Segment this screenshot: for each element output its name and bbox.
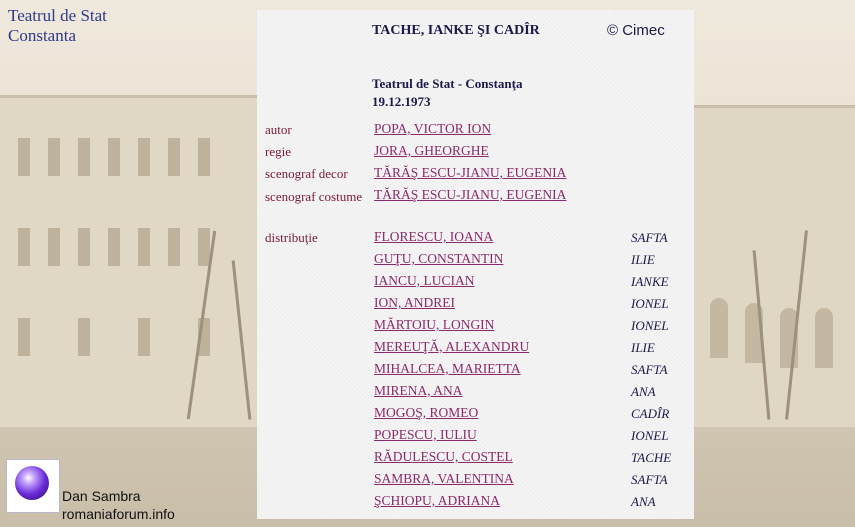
cast-row (257, 492, 694, 514)
character-name: CADÎR (631, 406, 670, 421)
credit-row (257, 120, 694, 142)
cast-row (257, 338, 694, 360)
copyright-notice: © Cimec (607, 22, 665, 39)
character-name: ILIE (631, 340, 655, 355)
premiere-date: 19.12.1973 (372, 94, 431, 109)
character-name: TACHE (631, 450, 672, 465)
play-title: TACHE, IANKE ŞI CADÎR (372, 23, 540, 38)
cast-row (257, 294, 694, 316)
cast-row (257, 250, 694, 272)
cast-row (257, 470, 694, 492)
building-right (690, 105, 855, 428)
character-name: IANKE (631, 274, 669, 289)
cast-row (257, 360, 694, 382)
actor-name-link[interactable]: FLORESCU, IOANA (374, 229, 494, 244)
character-name: ANA (631, 384, 656, 399)
character-name: SAFTA (631, 362, 668, 377)
actor-name-link[interactable]: MOGOŞ, ROMEO (374, 405, 479, 420)
actor-name-link[interactable]: RĂDULESCU, COSTEL (374, 449, 513, 464)
site-title (8, 6, 107, 46)
theatre-block (372, 75, 522, 111)
credit-role: autor (265, 122, 292, 137)
actor-name-link[interactable]: POPESCU, IULIU (374, 427, 477, 442)
character-name: IONEL (631, 318, 669, 333)
play-info-panel (257, 10, 694, 519)
character-name: IONEL (631, 428, 669, 443)
credit-name-link[interactable]: TĂRĂŞ ESCU-JIANU, EUGENIA (374, 187, 567, 202)
actor-name-link[interactable]: IANCU, LUCIAN (374, 273, 475, 288)
credit-role: regie (265, 144, 291, 159)
actor-name-link[interactable]: MĂRTOIU, LONGIN (374, 317, 495, 332)
credit-name-link[interactable]: TĂRĂŞ ESCU-JIANU, EUGENIA (374, 165, 567, 180)
cast-row (257, 228, 694, 250)
site-title-line1: Teatrul de Stat (8, 6, 107, 25)
cast-row (257, 382, 694, 404)
character-name: SAFTA (631, 472, 668, 487)
cast-row (257, 448, 694, 470)
credit-row (257, 142, 694, 164)
footer-author: Dan Sambra (62, 488, 141, 504)
actor-name-link[interactable]: ŞCHIOPU, ADRIANA (374, 493, 501, 508)
orb-icon (15, 466, 49, 500)
credit-role: scenograf decor (265, 166, 348, 181)
actor-name-link[interactable]: MIHALCEA, MARIETTA (374, 361, 521, 376)
actor-name-link[interactable]: ION, ANDREI (374, 295, 455, 310)
cast-row (257, 272, 694, 294)
actor-name-link[interactable]: MIRENA, ANA (374, 383, 463, 398)
building-left (0, 95, 260, 428)
cast-label: distribuţie (265, 230, 318, 245)
credit-role: scenograf costume (265, 189, 363, 204)
character-name: ANA (631, 494, 656, 509)
actor-name-link[interactable]: MEREUŢĂ, ALEXANDRU (374, 339, 530, 354)
cast-row (257, 316, 694, 338)
theatre-name: Teatrul de Stat - Constanţa (372, 76, 523, 91)
credit-name-link[interactable]: POPA, VICTOR ION (374, 121, 492, 136)
footer-site: romaniaforum.info (62, 506, 175, 522)
romaniaforum-logo[interactable] (6, 459, 60, 513)
character-name: ILIE (631, 252, 655, 267)
footer-signature (62, 487, 175, 523)
site-title-line2: Constanta (8, 26, 76, 45)
actor-name-link[interactable]: GUŢU, CONSTANTIN (374, 251, 504, 266)
cast-row (257, 426, 694, 448)
credit-name-link[interactable]: JORA, GHEORGHE (374, 143, 489, 158)
character-name: SAFTA (631, 230, 668, 245)
cast-row (257, 404, 694, 426)
actor-name-link[interactable]: SAMBRA, VALENTINA (374, 471, 514, 486)
credit-row (257, 164, 694, 186)
character-name: IONEL (631, 296, 669, 311)
